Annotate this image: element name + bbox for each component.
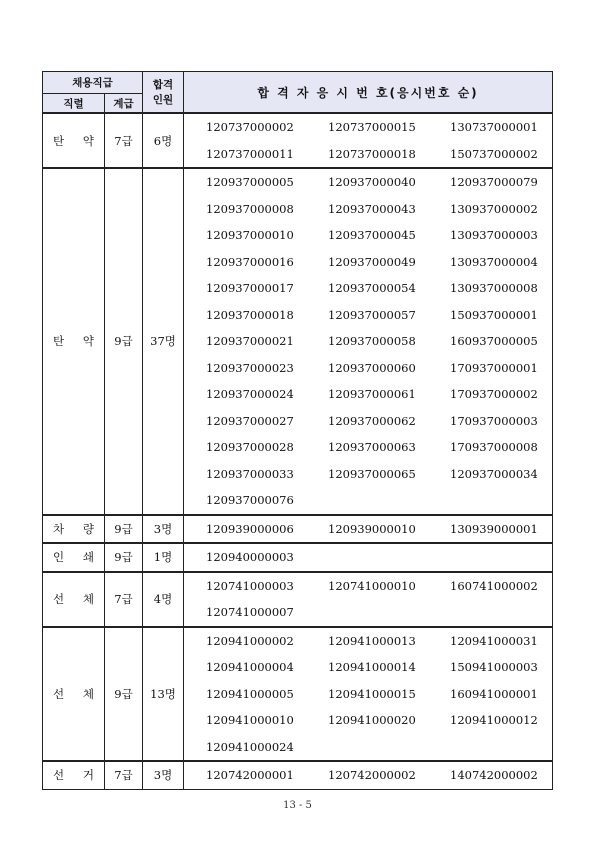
applicant-number: 120937000024	[206, 387, 294, 402]
applicant-number: 160941000001	[450, 686, 538, 701]
applicant-number: 170937000001	[450, 360, 538, 375]
applicant-number: 120937000005	[206, 175, 294, 190]
applicant-number: 120937000043	[328, 201, 416, 216]
passed-count-cell: 4명	[143, 572, 184, 627]
applicant-number: 120937000017	[206, 281, 294, 296]
applicant-numbers-cell	[184, 627, 553, 655]
applicant-number: 120941000004	[206, 660, 294, 675]
applicant-number: 170937000008	[450, 440, 538, 455]
applicant-numbers-cell	[184, 355, 553, 382]
applicant-number	[328, 493, 450, 507]
applicant-number: 120937000058	[328, 334, 416, 349]
table-group	[43, 168, 553, 515]
applicant-number: 120941000013	[328, 633, 416, 648]
applicant-number	[450, 740, 572, 754]
job-series-char: 거	[82, 768, 94, 783]
applicant-numbers-cell	[184, 249, 553, 276]
job-series-cell	[43, 572, 105, 627]
job-series-char: 체	[82, 592, 94, 606]
applicant-number: 120737000015	[328, 120, 416, 135]
applicant-number	[450, 493, 572, 507]
table-row	[43, 543, 553, 572]
applicant-numbers-cell	[184, 275, 553, 302]
job-series-char: 쇄	[82, 550, 94, 565]
applicant-number: 160937000005	[450, 334, 538, 349]
grade-cell: 9급	[105, 168, 143, 515]
applicant-number: 120937000063	[328, 440, 416, 455]
applicant-number: 120937000023	[206, 360, 294, 375]
job-series-char: 선	[53, 768, 65, 783]
applicant-numbers-cell	[184, 328, 553, 355]
applicant-number: 120742000002	[328, 768, 416, 783]
applicant-number: 120937000034	[450, 466, 538, 481]
numbers-header: 합 격 자 응 시 번 호(응시번호 순)	[184, 72, 553, 114]
applicant-number: 130737000001	[450, 120, 538, 135]
applicant-number: 120937000060	[328, 360, 416, 375]
table-row	[43, 515, 553, 544]
applicant-number: 120937000008	[206, 201, 294, 216]
applicant-numbers-cell	[184, 734, 553, 762]
applicant-number: 120937000027	[206, 413, 294, 428]
job-series-char: 탄	[53, 133, 65, 148]
table-group	[43, 761, 553, 789]
applicant-number: 120941000014	[328, 660, 416, 675]
job-series-char: 량	[82, 521, 94, 536]
applicant-number: 120939000010	[328, 521, 416, 536]
applicant-number: 120937000061	[328, 387, 416, 402]
job-series-char: 선	[53, 592, 65, 606]
job-series-char: 선	[53, 686, 65, 701]
applicant-number: 120737000011	[206, 146, 294, 161]
applicant-numbers-cell	[184, 168, 553, 196]
passed-count-cell: 1명	[143, 543, 184, 572]
table-group	[43, 543, 553, 572]
applicant-number: 120937000033	[206, 466, 294, 481]
applicant-number: 120741000003	[206, 578, 294, 593]
applicant-number: 130939000001	[450, 521, 538, 536]
passed-count-cell: 3명	[143, 761, 184, 789]
applicant-numbers-cell	[184, 487, 553, 515]
applicant-number: 120937000016	[206, 254, 294, 269]
applicant-number	[328, 605, 450, 619]
job-series-cell	[43, 761, 105, 789]
applicant-numbers-cell	[184, 196, 553, 223]
grade-cell: 7급	[105, 761, 143, 789]
table-group	[43, 113, 553, 168]
table-row	[43, 761, 553, 789]
applicant-numbers-cell	[184, 654, 553, 681]
grade-header: 계급	[105, 94, 143, 114]
applicant-number: 120937000010	[206, 228, 294, 243]
job-series-char: 체	[82, 686, 94, 701]
applicant-numbers-cell	[184, 381, 553, 408]
applicant-numbers-cell	[184, 515, 553, 544]
passed-count-cell: 13명	[143, 627, 184, 762]
applicant-number: 120737000018	[328, 146, 416, 161]
applicant-number: 120937000065	[328, 466, 416, 481]
applicant-numbers-cell	[184, 113, 553, 141]
applicant-number: 120937000057	[328, 307, 416, 322]
applicant-number: 130937000002	[450, 201, 538, 216]
table-header	[43, 72, 553, 114]
applicant-numbers-cell	[184, 141, 553, 169]
applicant-number: 150937000001	[450, 307, 538, 322]
job-series-char: 탄	[53, 334, 65, 349]
job-series-cell	[43, 168, 105, 515]
job-series-cell	[43, 627, 105, 762]
passed-count-cell: 3명	[143, 515, 184, 544]
applicant-numbers-cell	[184, 222, 553, 249]
job-series-cell	[43, 515, 105, 544]
table-group	[43, 572, 553, 627]
passed-count-cell: 37명	[143, 168, 184, 515]
applicant-number	[450, 605, 572, 619]
applicant-number: 120741000010	[328, 578, 416, 593]
job-series-char: 약	[82, 334, 94, 349]
applicant-numbers-cell	[184, 572, 553, 600]
applicant-number: 120742000001	[206, 768, 294, 783]
applicant-number: 120937000076	[206, 493, 294, 508]
table-row	[43, 168, 553, 196]
applicant-number: 120941000002	[206, 633, 294, 648]
applicant-number: 120941000020	[328, 713, 416, 728]
applicant-number: 120941000024	[206, 739, 294, 754]
applicant-number: 120937000045	[328, 228, 416, 243]
grade-cell: 9급	[105, 515, 143, 544]
table-group	[43, 515, 553, 544]
table-row	[43, 572, 553, 600]
table-row	[43, 627, 553, 655]
applicant-number: 160741000002	[450, 578, 538, 593]
applicant-number: 170937000003	[450, 413, 538, 428]
job-series-header: 직렬	[43, 94, 105, 114]
applicant-number: 120941000031	[450, 633, 538, 648]
passed-count-header-line2: 인원	[152, 94, 174, 106]
grade-cell: 7급	[105, 572, 143, 627]
passed-applicants-table	[42, 71, 553, 790]
applicant-number: 150737000002	[450, 146, 538, 161]
applicant-number	[450, 550, 572, 564]
applicant-numbers-cell	[184, 461, 553, 488]
recruit-grade-header: 채용직급	[43, 72, 143, 94]
passed-count-header	[143, 72, 184, 114]
job-series-char: 차	[53, 521, 65, 536]
applicant-number: 170937000002	[450, 387, 538, 402]
applicant-number: 120941000010	[206, 713, 294, 728]
applicant-number: 120941000015	[328, 686, 416, 701]
applicant-numbers-cell	[184, 434, 553, 461]
job-series-cell	[43, 113, 105, 168]
grade-cell: 7급	[105, 113, 143, 168]
applicant-number: 140742000002	[450, 768, 538, 783]
passed-count-header-line1: 합격	[152, 79, 174, 91]
applicant-number	[328, 550, 450, 564]
table-group	[43, 627, 553, 762]
applicant-number: 120937000049	[328, 254, 416, 269]
applicant-number: 150941000003	[450, 660, 538, 675]
applicant-number: 120939000006	[206, 521, 294, 536]
applicant-numbers-cell	[184, 707, 553, 734]
applicant-number	[328, 740, 450, 754]
applicant-number: 120937000062	[328, 413, 416, 428]
job-series-char: 약	[82, 133, 94, 148]
applicant-number: 130937000003	[450, 228, 538, 243]
applicant-number: 120940000003	[206, 550, 294, 565]
applicant-number: 130937000004	[450, 254, 538, 269]
applicant-number: 120937000028	[206, 440, 294, 455]
page-number: 13 - 5	[283, 800, 312, 811]
applicant-number: 120941000005	[206, 686, 294, 701]
passed-count-cell: 6명	[143, 113, 184, 168]
job-series-char: 인	[53, 550, 65, 565]
grade-cell: 9급	[105, 627, 143, 762]
applicant-numbers-cell	[184, 543, 553, 572]
applicant-number: 120737000002	[206, 120, 294, 135]
applicant-number: 130937000008	[450, 281, 538, 296]
applicant-number: 120741000007	[206, 605, 294, 620]
job-series-cell	[43, 543, 105, 572]
applicant-numbers-cell	[184, 761, 553, 789]
applicant-numbers-cell	[184, 302, 553, 329]
applicant-number: 120937000018	[206, 307, 294, 322]
applicant-number: 120941000012	[450, 713, 538, 728]
grade-cell: 9급	[105, 543, 143, 572]
applicant-numbers-cell	[184, 681, 553, 708]
applicant-number: 120937000021	[206, 334, 294, 349]
applicant-number: 120937000079	[450, 175, 538, 190]
applicant-number: 120937000054	[328, 281, 416, 296]
applicant-numbers-cell	[184, 599, 553, 627]
applicant-number: 120937000040	[328, 175, 416, 190]
applicant-numbers-cell	[184, 408, 553, 435]
table-row	[43, 113, 553, 141]
